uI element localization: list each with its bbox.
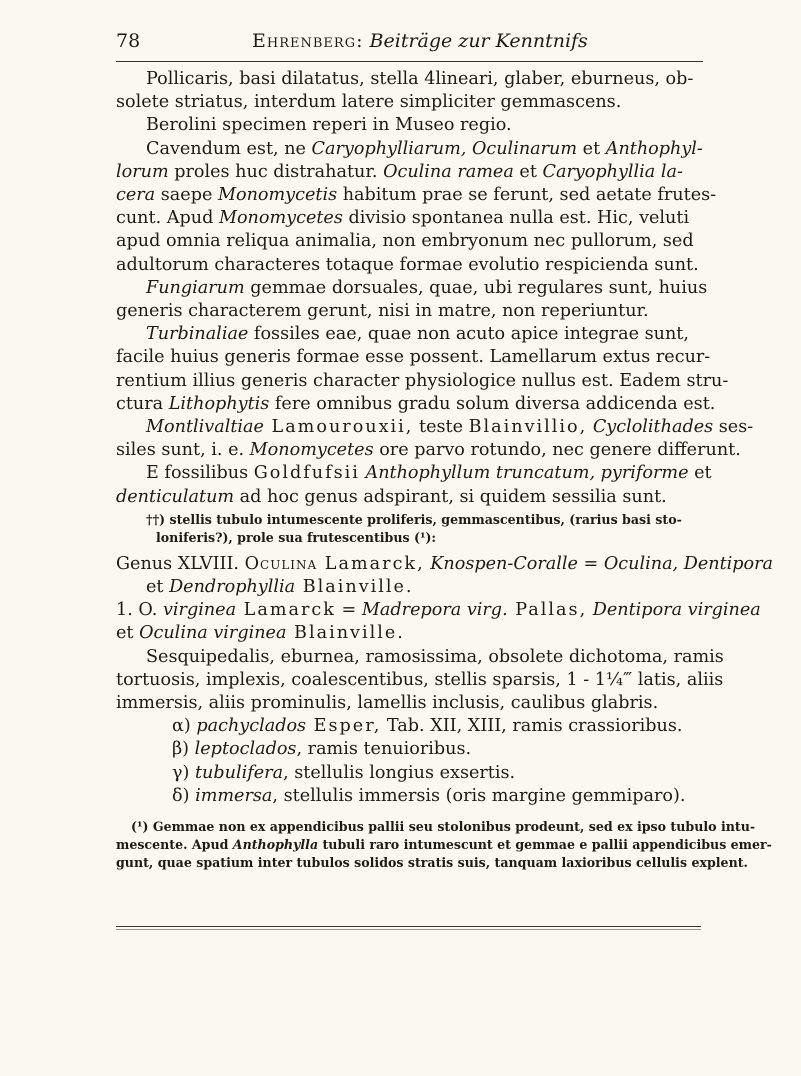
section-heading: ††) stellis tubulo intumescente proliferis, gemmascentibus, (rarius basi sto- [146,512,682,527]
variety-line: α) pachyclados Esper, Tab. XII, XIII, ramis crassioribus. [172,716,683,736]
text-line: Montlivaltiae Lamourouxii, teste Blainvillio, Cyclolithades ses- [146,417,754,437]
text-line: generis characterem gerunt, nisi in matre, non reperiuntur. [116,301,649,321]
page-number: 78 [116,30,141,52]
header-title: Beiträge zur Kenntnifs [369,30,588,52]
text-line: immersis, aliis prominulis, lamellis inclusis, caulibus glabris. [116,693,659,713]
text-line: E fossilibus Goldfufsii Anthophyllum truncatum, pyriforme et [146,463,712,483]
genus-heading: et Dendrophyllia Blainville. [146,577,414,597]
text-line: Cavendum est, ne Caryophylliarum, Oculinarum et Anthophyl- [146,139,703,159]
text-line: cunt. Apud Monomycetes divisio spontanea nulla est. Hic, veluti [116,208,690,228]
text-line: ctura Lithophytis fere omnibus gradu solum diversa addicenda est. [116,394,716,414]
text-line: facile huius generis formae esse possent. Lamellarum extus recur- [116,347,711,367]
footnote-line: gunt, quae spatium inter tubulos solidos stratis suis, tanquam laxioribus cellulis explent. [116,855,748,870]
text-line: cera saepe Monomycetis habitum prae se ferunt, sed aetate frutes- [116,185,717,205]
text-line: lorum proles huc distrahatur. Oculina ramea et Caryophyllia la- [116,162,683,182]
variety-line: β) leptoclados, ramis tenuioribus. [172,739,472,759]
variety-line: δ) immersa, stellulis immersis (oris margine gemmiparo). [172,786,686,806]
variety-line: γ) tubulifera, stellulis longius exsertis. [172,763,516,783]
footnote-rule-secondary [116,929,701,930]
text-line: Pollicaris, basi dilatatus, stella 4lineari, glaber, eburneus, ob- [146,69,694,89]
footnote-rule [116,926,701,927]
footnote-line: mescente. Apud Anthophylla tubuli raro intumescunt et gemmae e pallii appendicibus emer- [116,837,772,852]
header-rule [116,61,703,62]
text-line: Turbinaliae fossiles eae, quae non acuto apice integrae sunt, [146,324,689,344]
text-line: adultorum characteres totaque formae evolutio respicienda sunt. [116,255,699,275]
text-line: Sesquipedalis, eburnea, ramosissima, obsolete dichotoma, ramis [146,647,724,667]
text-line: Fungiarum gemmae dorsuales, quae, ubi regulares sunt, huius [146,278,708,298]
section-heading: loniferis?), prole sua frutescentibus (¹): [156,530,437,545]
header-author: Ehrenberg: [252,30,364,52]
species-heading: 1. O. virginea Lamarck = Madrepora virg. Pallas, Dentipora virginea [116,600,761,620]
text-line: solete striatus, interdum latere simpliciter gemmascens. [116,92,622,112]
species-heading: et Oculina virginea Blainville. [116,623,405,643]
footnote-line: (¹) Gemmae non ex appendicibus pallii seu stolonibus prodeunt, sed ex ipso tubulo intu- [131,819,756,834]
text-line: siles sunt, i. e. Monomycetes ore parvo rotundo, nec genere differunt. [116,440,741,460]
genus-heading: Genus XLVIII. Oculina Lamarck, Knospen-Coralle = Oculina, Dentipora [116,554,774,574]
text-line: denticulatum ad hoc genus adspirant, si quidem sessilia sunt. [116,487,667,507]
text-line: Berolini specimen reperi in Museo regio. [146,115,512,135]
text-line: tortuosis, implexis, coalescentibus, stellis sparsis, 1 - 1¼‴ latis, aliis [116,670,724,690]
running-header [252,30,588,52]
text-line: apud omnia reliqua animalia, non embryonum nec pullorum, sed [116,231,694,251]
text-line: rentium illius generis character physiologice nullus est. Eadem stru- [116,371,729,391]
